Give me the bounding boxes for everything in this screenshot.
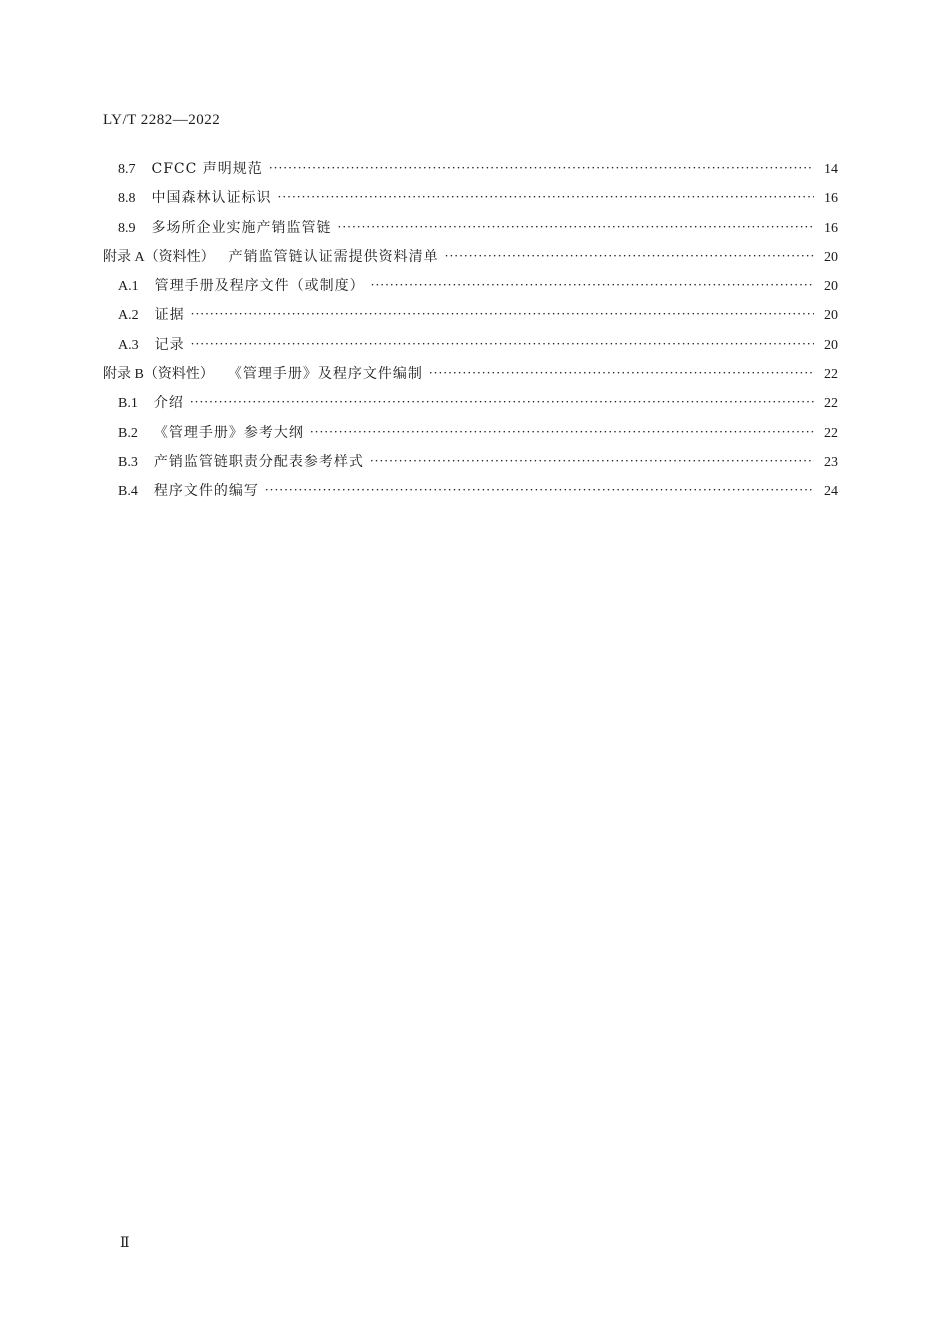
toc-entry-title: 产销监管链认证需提供资料清单 bbox=[228, 248, 439, 265]
toc-entry-title: 产销监管链职责分配表参考样式 bbox=[153, 453, 364, 470]
toc-leader-dots bbox=[371, 271, 814, 300]
page-number-footer: Ⅱ bbox=[120, 1236, 130, 1251]
toc-entry[interactable] bbox=[103, 184, 838, 213]
toc-entry[interactable] bbox=[103, 419, 838, 448]
toc-entry-number: A.2 bbox=[118, 308, 139, 324]
toc-entry-number: A.1 bbox=[118, 279, 139, 295]
toc-leader-dots bbox=[370, 447, 814, 476]
toc-entry-page: 16 bbox=[824, 191, 838, 207]
toc-entry-page: 24 bbox=[824, 484, 838, 500]
toc-entry-number: 8.7 bbox=[118, 162, 136, 177]
toc-entry-title: 证据 bbox=[154, 307, 185, 324]
toc-entry[interactable] bbox=[103, 214, 838, 243]
toc-leader-dots bbox=[310, 418, 814, 447]
toc-leader-dots bbox=[191, 330, 814, 359]
table-of-contents bbox=[103, 155, 838, 507]
toc-leader-dots bbox=[429, 359, 814, 388]
toc-leader-dots bbox=[338, 213, 815, 242]
toc-entry-page: 22 bbox=[824, 367, 838, 383]
toc-entry-title: 《管理手册》参考大纲 bbox=[153, 424, 304, 441]
standard-code-header: LY/T 2282—2022 bbox=[103, 112, 221, 128]
toc-entry-page: 20 bbox=[824, 279, 838, 295]
toc-entry-title: 介绍 bbox=[153, 395, 184, 412]
toc-leader-dots bbox=[190, 388, 814, 417]
toc-entry-title: 程序文件的编写 bbox=[153, 483, 259, 500]
toc-leader-dots bbox=[191, 300, 814, 329]
toc-entry-number: 附录 B（资料性） bbox=[103, 367, 214, 383]
toc-entry-page: 16 bbox=[824, 220, 838, 236]
toc-entry-title: 多场所企业实施产销监管链 bbox=[151, 219, 332, 236]
toc-entry[interactable] bbox=[103, 331, 838, 360]
toc-entry-number: 附录 A（资料性） bbox=[103, 249, 215, 265]
toc-entry-number: A.3 bbox=[118, 337, 139, 353]
toc-entry-title: 记录 bbox=[154, 336, 185, 353]
toc-entry-title: CFCC 声明规范 bbox=[151, 161, 263, 177]
toc-leader-dots bbox=[278, 183, 815, 212]
toc-entry-page: 22 bbox=[824, 396, 838, 412]
toc-leader-dots bbox=[269, 154, 814, 183]
toc-entry-number: B.3 bbox=[118, 454, 138, 470]
toc-entry-page: 14 bbox=[824, 162, 838, 177]
toc-entry-title: 《管理手册》及程序文件编制 bbox=[227, 366, 423, 383]
toc-entry-page: 23 bbox=[824, 454, 838, 470]
toc-entry[interactable] bbox=[103, 155, 838, 184]
toc-entry-page: 20 bbox=[824, 249, 838, 265]
toc-leader-dots bbox=[445, 242, 814, 271]
toc-entry-title: 中国森林认证标识 bbox=[151, 190, 272, 207]
toc-entry-number: B.2 bbox=[118, 425, 138, 441]
toc-entry[interactable] bbox=[103, 272, 838, 301]
toc-entry-appendix[interactable] bbox=[103, 360, 838, 389]
toc-entry-page: 20 bbox=[824, 337, 838, 353]
toc-entry[interactable] bbox=[103, 389, 838, 418]
toc-entry-appendix[interactable] bbox=[103, 243, 838, 272]
toc-entry-number: 8.8 bbox=[118, 191, 136, 207]
toc-entry-title: 管理手册及程序文件（或制度） bbox=[154, 278, 365, 295]
toc-entry[interactable] bbox=[103, 301, 838, 330]
toc-leader-dots bbox=[265, 476, 814, 505]
toc-entry-number: B.4 bbox=[118, 484, 138, 500]
toc-entry-page: 22 bbox=[824, 425, 838, 441]
toc-entry-number: 8.9 bbox=[118, 220, 136, 236]
toc-entry[interactable] bbox=[103, 477, 838, 506]
toc-entry-number: B.1 bbox=[118, 396, 138, 412]
toc-entry[interactable] bbox=[103, 448, 838, 477]
toc-entry-page: 20 bbox=[824, 308, 838, 324]
